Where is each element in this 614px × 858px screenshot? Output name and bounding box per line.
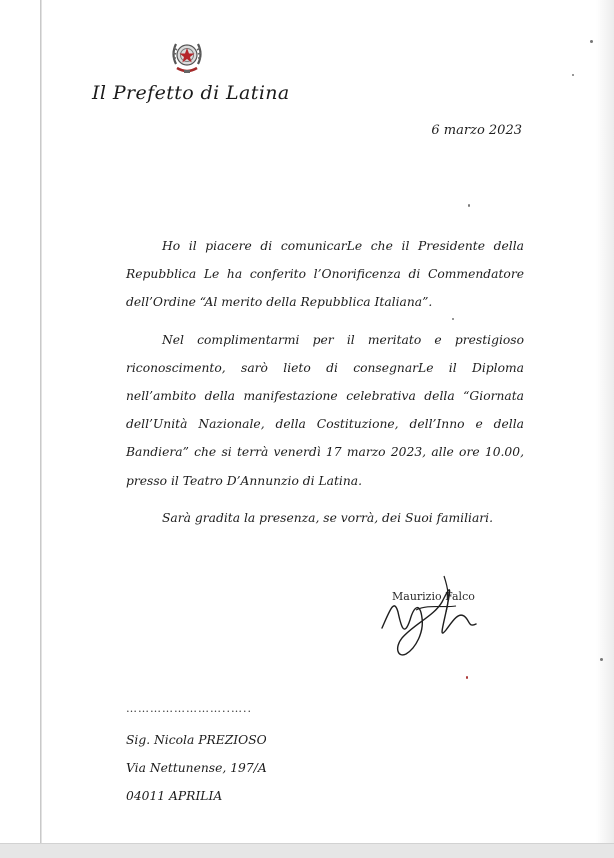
paper-speck [600,658,603,661]
paper-speck [466,676,468,679]
address-separator: ……………………..….. [126,702,252,715]
page-fold-shadow [40,0,42,843]
paragraph-honor: Ho il piacere di comunicarLe che il Presidente della Repubblica Le ha conferito l’Onorificenza di Commendatore dell’Ordine “Al merito della Repubblica Italiana”. [126,239,524,310]
recipient-street: Via Nettunense, 197/A [126,761,267,775]
paper-speck [468,204,470,207]
bottom-margin [0,843,614,858]
prefect-title: Il Prefetto di Latina [92,82,290,104]
letter-date: 6 marzo 2023 [431,123,522,138]
paragraph-ceremony: Nel complimentarmi per il meritato e prestigioso riconoscimento, sarò lieto di consegnarLe il Diploma nell’ambito della manifestazione celebrativa della “Giornata dell’Unità Nazionale, della Costituzione, dell’Inno e della Bandiera” che si terrà venerdì 17 marzo 2023, alle ore 10.00, presso il Teatro D’Annunzio di Latina. [126,332,524,488]
recipient-address [126,726,267,810]
recipient-name: Sig. Nicola PREZIOSO [126,733,267,747]
recipient-city: 04011 APRILIA [126,789,223,803]
signature-name: Maurizio Falco [392,590,475,603]
paper-speck [572,74,574,76]
letter-body [126,232,524,541]
paragraph-invitation: Sarà gradita la presenza, se vorrà, dei Suoi familiari. [162,510,494,525]
italian-republic-emblem-icon [168,36,206,80]
page-edge-shadow [596,0,614,843]
paper-speck [452,318,454,320]
handwritten-signature-icon [376,568,486,660]
paper-speck [590,40,593,43]
